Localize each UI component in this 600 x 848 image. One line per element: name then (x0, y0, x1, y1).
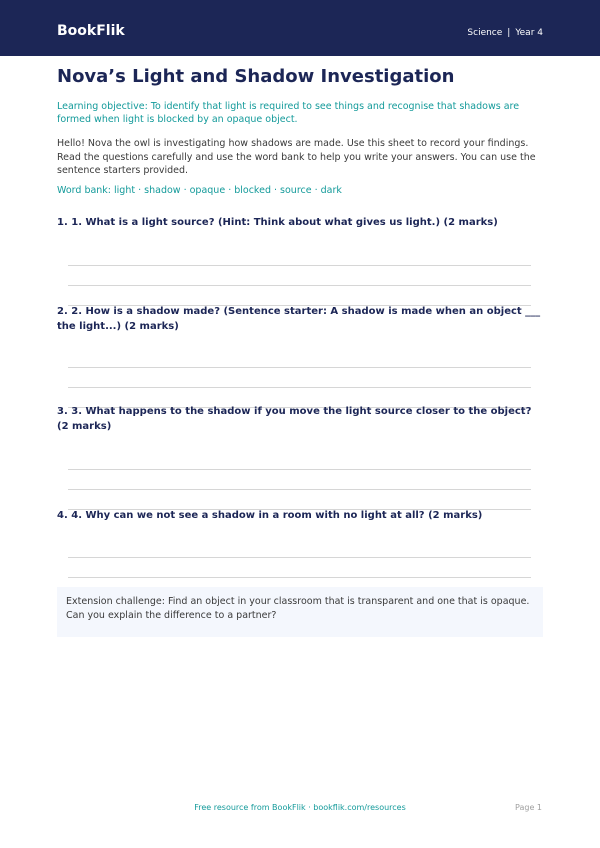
question-1: 1. 1. What is a light source? (Hint: Think about what gives us light.) (2 marks) (57, 217, 498, 228)
learning-objective: Learning objective: To identify that light is required to see things and recognise that shadows are formed when light is blocked by an opaque object. (57, 101, 520, 125)
page-number: Page 1 (515, 803, 542, 812)
answer-line[interactable] (68, 387, 531, 388)
question-2: 2. 2. How is a shadow made? (Sentence starter: A shadow is made when an object ___ the light...) (2 marks) (57, 306, 541, 332)
answer-line[interactable] (68, 367, 531, 368)
answer-line[interactable] (68, 489, 531, 490)
year-label: Year 4 (515, 28, 543, 38)
question-3: 3. 3. What happens to the shadow if you move the light source closer to the object? (2 marks) (57, 406, 532, 432)
brand-logo: BookFlik (57, 23, 125, 39)
header-bar (0, 0, 600, 56)
answer-line[interactable] (68, 265, 531, 266)
subject-year (467, 28, 543, 38)
answer-line[interactable] (68, 557, 531, 558)
extension-challenge: Extension challenge: Find an object in your classroom that is transparent and one that is opaque. Can you explain the difference to a partner? (57, 587, 543, 637)
answer-line[interactable] (68, 285, 531, 286)
answer-line[interactable] (68, 577, 531, 578)
meta-separator: | (507, 28, 511, 38)
word-bank: Word bank: light · shadow · opaque · blocked · source · dark (57, 185, 342, 196)
footer-credit[interactable]: Free resource from BookFlik · bookflik.com/resources (194, 803, 406, 812)
answer-line[interactable] (68, 469, 531, 470)
intro-text: Hello! Nova the owl is investigating how shadows are made. Use this sheet to record your findings. Read the questions carefully and use the word bank to help you write your answers. You can use the sentence starters provided. (57, 138, 536, 176)
subject-label: Science (467, 28, 503, 38)
question-4: 4. 4. Why can we not see a shadow in a room with no light at all? (2 marks) (57, 510, 483, 521)
worksheet-title: Nova’s Light and Shadow Investigation (57, 66, 455, 87)
